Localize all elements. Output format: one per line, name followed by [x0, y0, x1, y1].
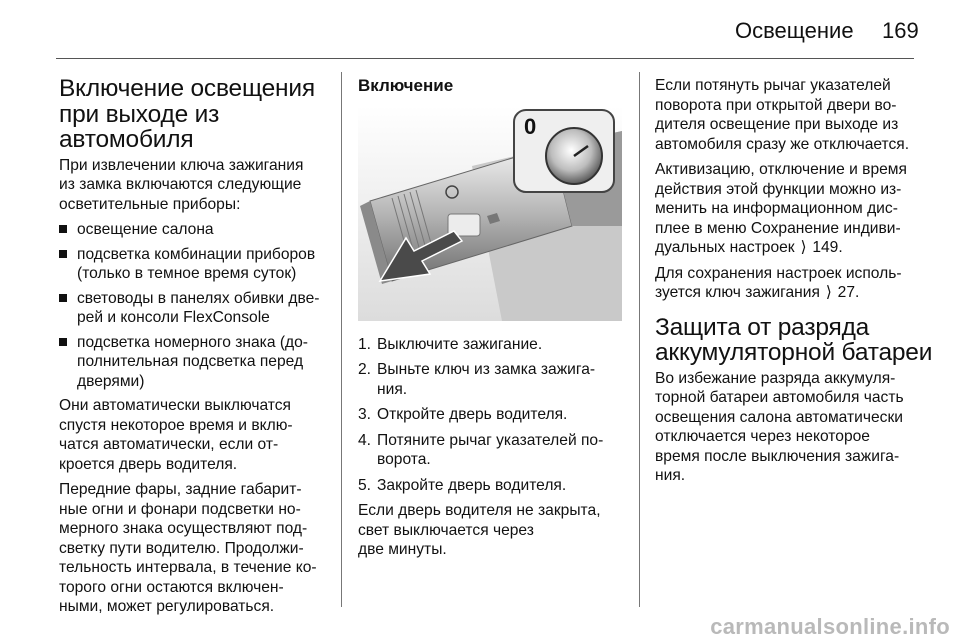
paragraph: Если дверь водителя не закрыта, свет выключается через две минуты. [358, 502, 601, 558]
turn-signal-lever-illustration [352, 106, 622, 321]
list-item: световоды в панелях обивки две- рей и консоли FlexConsole [59, 289, 334, 328]
list-item: 1. Выключите зажигание. [358, 335, 543, 353]
header-divider [56, 58, 914, 59]
list-item: 5. Закройте дверь водителя. [358, 476, 567, 494]
list-item: 4. Потяните рычаг указателей по- ворота. [358, 431, 604, 468]
list-item: освещение салона [59, 220, 334, 240]
bullet-icon [59, 225, 67, 233]
intro-paragraph: При извлечении ключа зажигания из замка включаются следующие осветительные приборы: [59, 156, 304, 213]
paragraph: Активизацию, отключение и время действия этой функции можно из- менить на информационном дис- плее в меню Сохранение индиви- дуальных настроек ⟩ 149. [655, 161, 907, 256]
list-item: подсветка номерного знака (до- полнительная подсветка перед дверями) [59, 333, 334, 392]
section-heading: Включение освещения при выходе из автомобиля [59, 75, 315, 153]
lighting-list [59, 220, 334, 391]
section-title: Освещение [735, 18, 854, 43]
list-item: 3. Откройте дверь водителя. [358, 406, 568, 423]
page-reference[interactable]: 149. [812, 239, 843, 256]
page-reference-icon: ⟩ [800, 239, 807, 256]
section-heading: Защита от разряда аккумуляторной батареи [655, 313, 933, 366]
column-1 [59, 76, 334, 623]
page-reference-icon: ⟩ [825, 284, 832, 301]
watermark: carmanualsonline.info [710, 614, 950, 639]
column-divider [639, 72, 640, 607]
list-item: подсветка комбинации приборов (только в темное время суток) [59, 245, 334, 284]
paragraph: Они автоматически выключатся спустя некоторое время и вклю- чатся автоматически, если от- кроется дверь водителя. [59, 397, 293, 473]
column-divider [341, 72, 342, 607]
paragraph: Передние фары, задние габарит- ные огни и фонари подсветки но- мерного знака осуществляют под- светку пути водителю. Продолжи- тельность интервала, в течение ко- торого огни остаются включен- ными, может регулироваться. [59, 481, 317, 615]
paragraph: Для сохранения настроек исполь- зуется ключ зажигания ⟩ 27. [655, 264, 902, 301]
page-reference[interactable]: 27. [837, 284, 860, 301]
ignition-position-label: 0 [524, 113, 537, 139]
steps-list [358, 335, 630, 496]
bullet-icon [59, 338, 67, 346]
subheading: Включение [358, 76, 454, 95]
list-item: 2. Выньте ключ из замка зажига- ния. [358, 361, 596, 398]
column-2 [358, 76, 630, 566]
paragraph: Если потянуть рычаг указателей поворота при открытой двери во- дителя освещение при выходе из автомобиля сразу же отключается. [655, 77, 910, 153]
page-number: 169 [882, 18, 919, 43]
bullet-icon [59, 294, 67, 302]
bullet-icon [59, 250, 67, 258]
paragraph: Во избежание разряда аккумуля- торной батареи автомобиля часть освещения салона автоматически отключается через некоторое время после выключения зажига- ния. [655, 369, 904, 484]
column-3 [655, 76, 935, 492]
